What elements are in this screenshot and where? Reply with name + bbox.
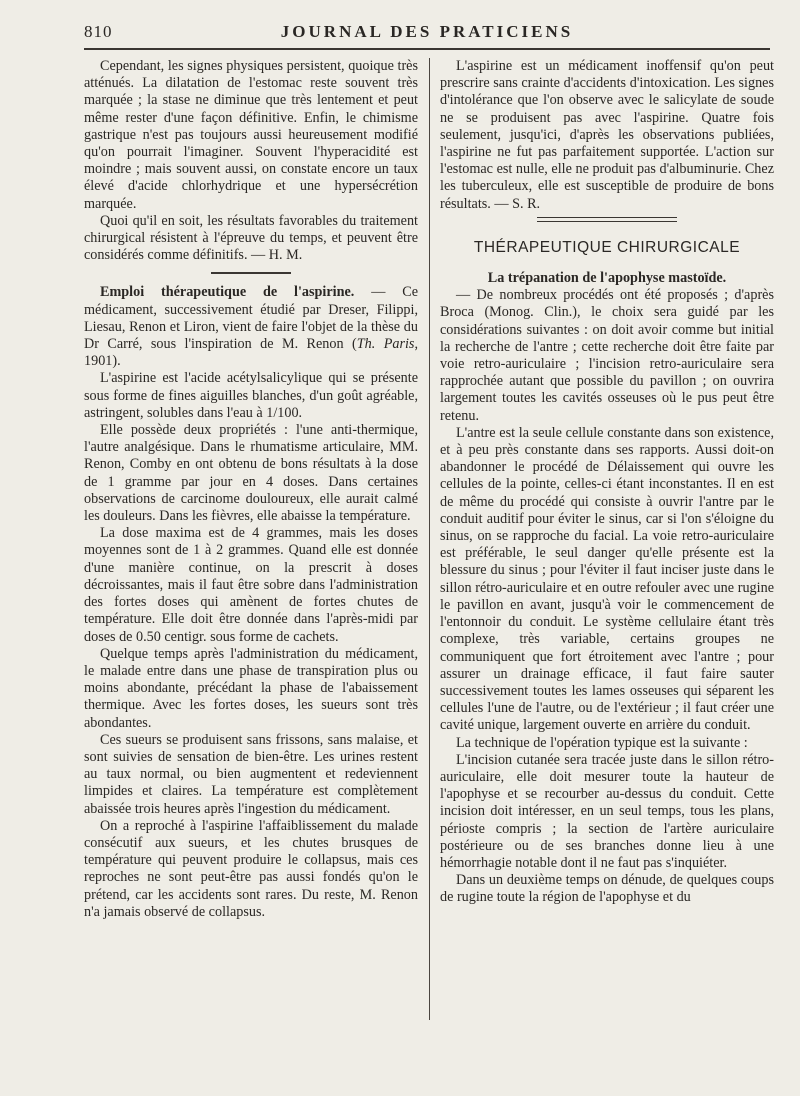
paragraph: Ces sueurs se produisent sans frissons, sans malaise, et sont suivies de sensation de bien-être. Les urines restent au taux normal, ou bien augmentent et redeviennent limpides et claires. La température est complètement abaissée trois heures après l'ingestion du médicament. xyxy=(84,731,418,817)
column-divider xyxy=(429,58,430,1020)
paragraph: L'aspirine est un médicament inoffensif qu'on peut prescrire sans crainte d'accidents d'intoxication. Les signes d'intolérance que l'on observe avec le salicylate de soude ne se produisent pas avec l'aspirine. Quatre fois seulement, jusqu'ici, d'après les observations publiées, l'aspirine ne fut pas parfaitement supportée. L'action sur l'estomac est nulle, elle ne produit pas d'albuminurie. Chez les tuberculeux, elle est susceptible de produire de bons résultats. — S. R. xyxy=(440,58,774,212)
paragraph: L'antre est la seule cellule constante dans son existence, et à peu près constante dans ses rapports. Aussi doit-on abandonner le procédé de Délaissement qui ouvre les cellules de la pointe, celles-ci étant inconstantes. Il en est de même du procédé qui consiste à ouvrir l'antre par le conduit auditif pour éviter le sinus, car si l'on s'éloigne du sinus, on se rapproche du facial. La voie retro-auriculaire est préférable, le seul danger qu'elle présente est la blessure du sinus ; pour l'éviter il faut inciser juste dans le sillon rétro-auriculaire et en outre refouler avec une rugine le pavillon en avant, jusqu'à voir le commencement de l'entonnoir du conduit. Le système cellulaire étant très complexe, très variable, certains groupes ne communiquent que fort étroitement avec l'antre ; pour assurer un drainage efficace, il faut faire sauter successivement toutes les lames osseuses qui séparent les cellules l'une de l'autre, ou de l'extérieur ; il faut créer une cavité unique, largement ouverte en arrière du conduit. xyxy=(440,424,774,734)
paragraph: La technique de l'opération typique est la suivante : xyxy=(456,734,748,751)
page-number: 810 xyxy=(84,22,113,41)
paragraph: On a reproché à l'aspirine l'affaiblissement du malade consécutif aux sueurs, et les chutes brusques de température qui peuvent produire le collapsus, mais ces reproches ne sont peut-être pas aussi fondés qu'on le prétend, car les accidents sont rares. Du reste, M. Renon n'a jamais observé de collapsus. xyxy=(84,817,418,920)
left-column xyxy=(84,58,418,921)
paragraph: Quelque temps après l'administration du médicament, le malade entre dans une phase de transpiration plus ou moins abondante, précédant la phase de l'abaissement thermique. Avec les fortes doses, les sueurs sont très abondantes. xyxy=(84,645,418,731)
paragraph: L'incision cutanée sera tracée juste dans le sillon rétro-auriculaire, elle doit mesurer toute la hauteur de l'apophyse et se recourber au-dessus du conduit. Cette incision doit intéresser, en un seul temps, tous les plans, périoste compris ; la section de l'artère auriculaire postérieure ou de ses branches donne lieu à une hémorrhagie notable dont il ne faut pas s'inquiéter. xyxy=(440,751,774,871)
paragraph: L'aspirine est l'acide acétylsalicylique qui se présente sous forme de fines aiguilles blanches, d'un goût agréable, astringent, solubles dans l'eau à 1/100. xyxy=(84,370,418,421)
aspirin-article-intro: Emploi thérapeutique de l'aspirine. — Ce médicament, successivement étudié par Dreser, Filippi, Liesau, Renon et Liron, vient de faire l'objet de la thèse du Dr Carré, sous l'inspiration de M. Renon (Th. Paris, 1901). xyxy=(84,284,419,370)
paragraph: Dans un deuxième temps on dénude, de quelques coups de rugine toute la région de l'apophyse et du xyxy=(440,872,774,906)
paragraph: — De nombreux procédés ont été proposés ; d'après Broca (Monog. Clin.), le choix sera guidé par les considérations suivantes : on doit avoir comme but initial la recherche de l'antre ; cette recherche doit être faite par voie retro-auriculaire ; l'incision retro-auriculaire sera rapprochée autant que possible du pavillon ; on ouvrira largement toutes les cavités osseuses où le pus peut être retenu. xyxy=(440,287,774,424)
header-rule xyxy=(84,48,770,50)
section-divider xyxy=(211,272,291,274)
paragraph: Cependant, les signes physiques persistent, quoique très atténués. La dilatation de l'estomac reste souvent très marquée ; la stase ne diminue que très lentement et peut même rester d'une façon définitive. Enfin, le chimisme gastrique n'est pas toujours aussi heureusement modifié qu'on pourrait l'imaginer. Souvent l'hyperacidité est moindre ; mais souvent aussi, on constate encore un taux élevé d'acide chlorhydrique et une hypersécrétion marquée. xyxy=(84,58,418,212)
section-title: THÉRAPEUTIQUE CHIRURGICALE xyxy=(473,238,741,256)
right-column xyxy=(440,58,774,907)
paragraph: Elle possède deux propriétés : l'une anti-thermique, l'autre analgésique. Dans le rhumatisme articulaire, MM. Renon, Comby en ont obtenu de bons résultats à la dose de 1 gramme par jour en 4 doses. Dans certaines observations de carcinome douloureux, elle aurait calmé les douleurs. Dans les fièvres, elle abaisse la température. xyxy=(84,422,418,525)
section-double-rule xyxy=(537,217,677,225)
paragraph: Quoi qu'il en soit, les résultats favorables du traitement chirurgical résistent à l'épreuve du temps, et peuvent être considérés comme définitifs. — H. M. xyxy=(84,212,418,264)
paragraph: La dose maxima est de 4 grammes, mais les doses moyennes sont de 1 à 2 grammes. Quand elle est donnée d'une manière continue, on la prescrit à doses décroissantes, mais il faut être sobre dans l'administration des fortes doses qui amènent de fortes chutes de température. Elle doit être donnée dans l'après-midi par doses de 0.50 centigr. sous forme de cachets. xyxy=(84,525,418,645)
journal-title: JOURNAL DES PRATICIENS xyxy=(280,22,574,41)
article-title: La trépanation de l'apophyse mastoïde. xyxy=(487,270,727,287)
page-header xyxy=(84,18,770,46)
article-heading: Emploi thérapeutique de l'aspirine. xyxy=(100,284,355,301)
citation: Th. Paris xyxy=(356,336,415,353)
